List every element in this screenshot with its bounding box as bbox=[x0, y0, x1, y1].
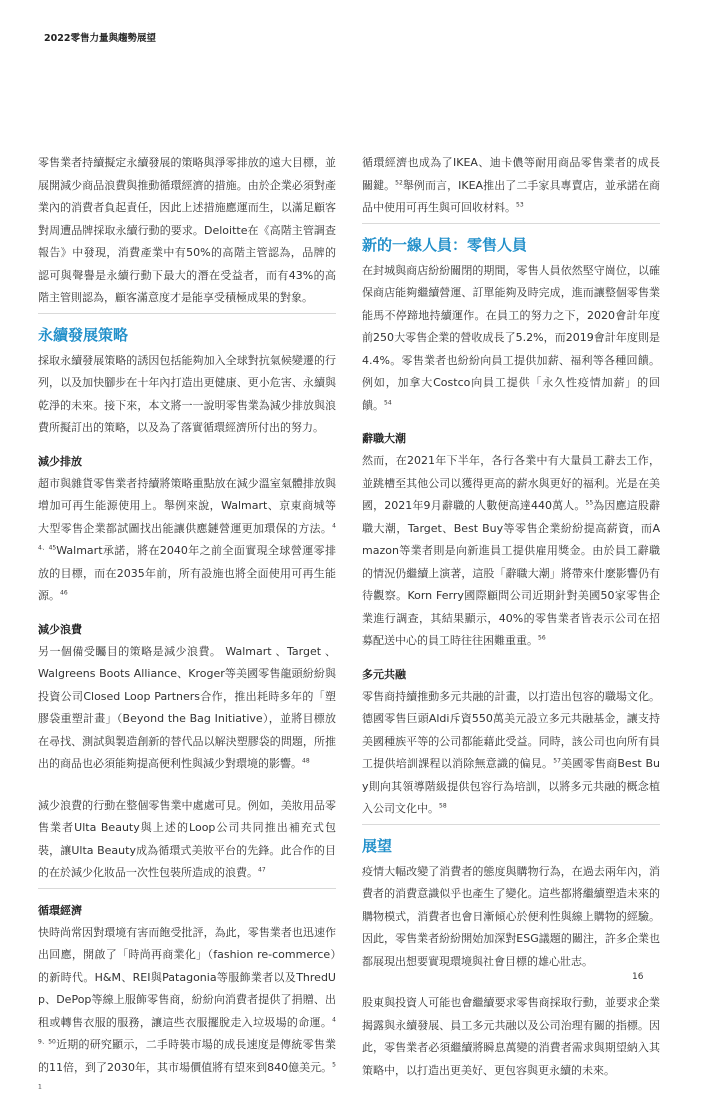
footnote-ref: 55 bbox=[585, 499, 594, 507]
resignation-text-cont: 為因應這股辭職大潮，Target、Best Buy等零售企業紛紛提高薪資，而Amazon等業者則是向新進員工提供雇用獎金。由於員工辭職的情況仍繼續上演著，這股「辭職大潮」將帶來什麼影響仍有待觀察。Korn Ferry國際顧問公司近期針對美國50家零售企業進行調查，其結果顯示，40%的零售業者皆表示公司在招募配送中心的員工時往往困難重重。 bbox=[362, 499, 660, 647]
waste-text: 另一個備受矚目的策略是減少浪費。 Walmart 、Target 、Walgreens Boots Alliance、Kroger等美國零售龍頭紛紛與投資公司Closed Loop Partners合作，推出耗時多年的「塑膠袋重塑計畫」（Beyond the Bag Initiative），並將目標放在尋找、測試與製造創新的替代品以解決塑膠袋的問題，所推出的商品也必須能夠提高便利性與減少對環境的影響。 bbox=[38, 644, 336, 770]
footnote-ref: 54 bbox=[384, 398, 392, 406]
footnote-ref: 57 bbox=[553, 757, 561, 765]
footnote-ref: 58 bbox=[439, 802, 447, 810]
circular-cont-text-2: 舉例而言，IKEA推出了二手家具專賣店，並承諾在商品中使用可再生與可回收材料。 bbox=[362, 178, 660, 214]
subheading-reduce-waste: 減少浪費 bbox=[38, 622, 82, 636]
footnote-ref: 48 bbox=[302, 757, 310, 765]
circular-paragraph bbox=[38, 922, 336, 1102]
intro-paragraph: 零售業者持續擬定永續發展的策略與淨零排放的遠大目標，並展開減少商品浪費與推動循環經濟的措施。由於企業必須對產業內的消費者負起責任，因此上述措施應運而生，以滿足顧客對周遭品牌採取永續行動的要求。Deloitte在《高階主管調查報告》中發現，消費產業中有50%的高階主管認為，品牌的認可與聲譽是永續行動下最大的潛在受益者，而有43%的高階主管則認為，顧客滿意度才是能享受積極成果的對象。 bbox=[38, 152, 336, 314]
waste-paragraph-2 bbox=[38, 795, 336, 889]
circular-text: 快時尚常因對環境有害而飽受批評，為此，零售業者也迅速作出回應，開啟了「時尚再商業化」（fashion re-commerce）的新時代。H&M、REI與Patagonia等服飾業者以及ThredUp、DePop等線上服飾零售商，紛紛向消費者提供了捐贈、出租或轉售衣服的服務，讓這些衣服擺脫走入垃圾場的命運。 bbox=[38, 925, 336, 1029]
resignation-text: 然而，在2021年下半年，各行各業中有大量員工辭去工作，並跳槽至其他公司以獲得更高的薪水與更好的福利。光是在美國，2021年9月辭職的人數便高達440萬人。 bbox=[362, 454, 660, 512]
footnote-ref: 56 bbox=[538, 634, 546, 642]
running-header: 2022零售力量與趨勢展望 bbox=[44, 33, 156, 44]
heading-sustainability-strategy: 永續發展策略 bbox=[38, 325, 129, 344]
waste-text-2: 減少浪費的行動在整個零售業中處處可見。例如，美妝用品零售業者Ulta Beauty與上述的Loop公司共同推出補充式包裝，讓Ulta Beauty成為循環式美妝平台的先鋒。此合作的目的在於減少化妝品一次性包裝所造成的浪費。 bbox=[38, 798, 336, 879]
resignation-paragraph bbox=[362, 450, 660, 653]
footnote-ref: 53 bbox=[516, 201, 524, 209]
subheading-diversity-inclusion: 多元共融 bbox=[362, 667, 406, 681]
page-number: 16 bbox=[632, 972, 644, 982]
workers-paragraph bbox=[362, 260, 660, 418]
diversity-text-cont: 美國零售商Best Buy則向其領導階級提供包容行為培訓，以將多元共融的概念植入公司文化中。 bbox=[362, 757, 661, 815]
footnote-ref: 49、50 bbox=[38, 1015, 336, 1046]
emissions-text: 超市與雜貨零售業者持續將策略重點放在減少溫室氣體排放與增加可再生能源使用上。舉例來說，Walmart、京東商城等大型零售企業都試圖找出能讓供應鏈營運更加環保的方法。 bbox=[38, 476, 336, 535]
footnote-ref: 52 bbox=[395, 178, 403, 186]
outlook-paragraph-2: 股東與投資人可能也會繼續要求零售商採取行動，並要求企業揭露與永續發展、員工多元共融以及公司治理有關的指標。因此，零售業者必須繼續將瞬息萬變的消費者需求與期望納入其策略中，以打造出更美好、更包容與更永續的未來。 bbox=[362, 996, 660, 1077]
footnote-ref: 44、45 bbox=[38, 521, 336, 552]
emissions-paragraph bbox=[38, 473, 336, 608]
footnote-ref: 46 bbox=[60, 589, 68, 597]
circular-continued-paragraph bbox=[362, 152, 660, 224]
heading-frontline-workers: 新的一線人員：零售人員 bbox=[362, 235, 528, 254]
left-column bbox=[38, 152, 336, 1102]
diversity-text: 零售商持續推動多元共融的計畫，以打造出包容的職場文化。德國零售巨頭Aldi斥資550萬美元設立多元共融基金，讓支持美國種族平等的公司都能藉此受益。同時，該公司也向所有員工提供培訓課程以消除無意識的偏見。 bbox=[362, 689, 660, 770]
sustainability-paragraph: 採取永續發展策略的誘因包括能夠加入全球對抗氣候變遷的行列，以及加快腳步在十年內打造出更健康、更小危害、永續與乾淨的未來。接下來，本文將一一說明零售業為減少排放與浪費所擬訂出的策略，以及為了落實循環經濟所付出的努力。 bbox=[38, 353, 336, 434]
right-column bbox=[362, 152, 660, 1082]
footnote-ref: 51 bbox=[38, 1060, 336, 1091]
diversity-paragraph bbox=[362, 686, 660, 825]
outlook-paragraph: 疫情大幅改變了消費者的態度與購物行為，在過去兩年內，消費者的消費意識似乎也產生了變化。這些都將繼續塑造未來的購物模式，消費者也會日漸傾心於便利性與線上購物的經驗。因此，零售業者紛紛開始加深對ESG議題的關注，許多企業也都展現出想要實現環境與社會目標的雄心壯志。 bbox=[362, 864, 660, 968]
heading-outlook: 展望 bbox=[362, 836, 393, 855]
circular-cont-text: 循環經濟也成為了IKEA、迪卡儂等耐用商品零售業者的成長關鍵。 bbox=[362, 156, 660, 192]
waste-paragraph bbox=[38, 641, 336, 776]
subheading-circular-economy: 循環經濟 bbox=[38, 903, 82, 917]
footnote-ref: 47 bbox=[258, 866, 266, 874]
circular-text-cont: 近期的研究顯示，二手時裝市場的成長速度是傳統零售業的11倍，到了2030年，其市場價值將有望來到840億美元。 bbox=[38, 1038, 337, 1074]
workers-text: 在封城與商店紛紛關閉的期間，零售人員依然堅守崗位，以確保商店能夠繼續營運、訂單能夠及時完成，進而讓整個零售業能馬不停蹄地持續運作。在員工的努力之下，2020會計年度前250大零售企業的營收成長了5.2%，而2019會計年度則是4.4%。零售業者也紛紛向員工提供加薪、福利等各種回饋。例如，加拿大Costco向員工提供「永久性疫情加薪」的回饋。 bbox=[362, 263, 660, 412]
subheading-reduce-emissions: 減少排放 bbox=[38, 454, 82, 468]
emissions-text-cont: Walmart承諾，將在2040年之前全面實現全球營運零排放的目標，而在2035年前，所有設施也將全面使用可再生能源。 bbox=[38, 544, 336, 602]
subheading-great-resignation: 辭職大潮 bbox=[362, 432, 406, 445]
